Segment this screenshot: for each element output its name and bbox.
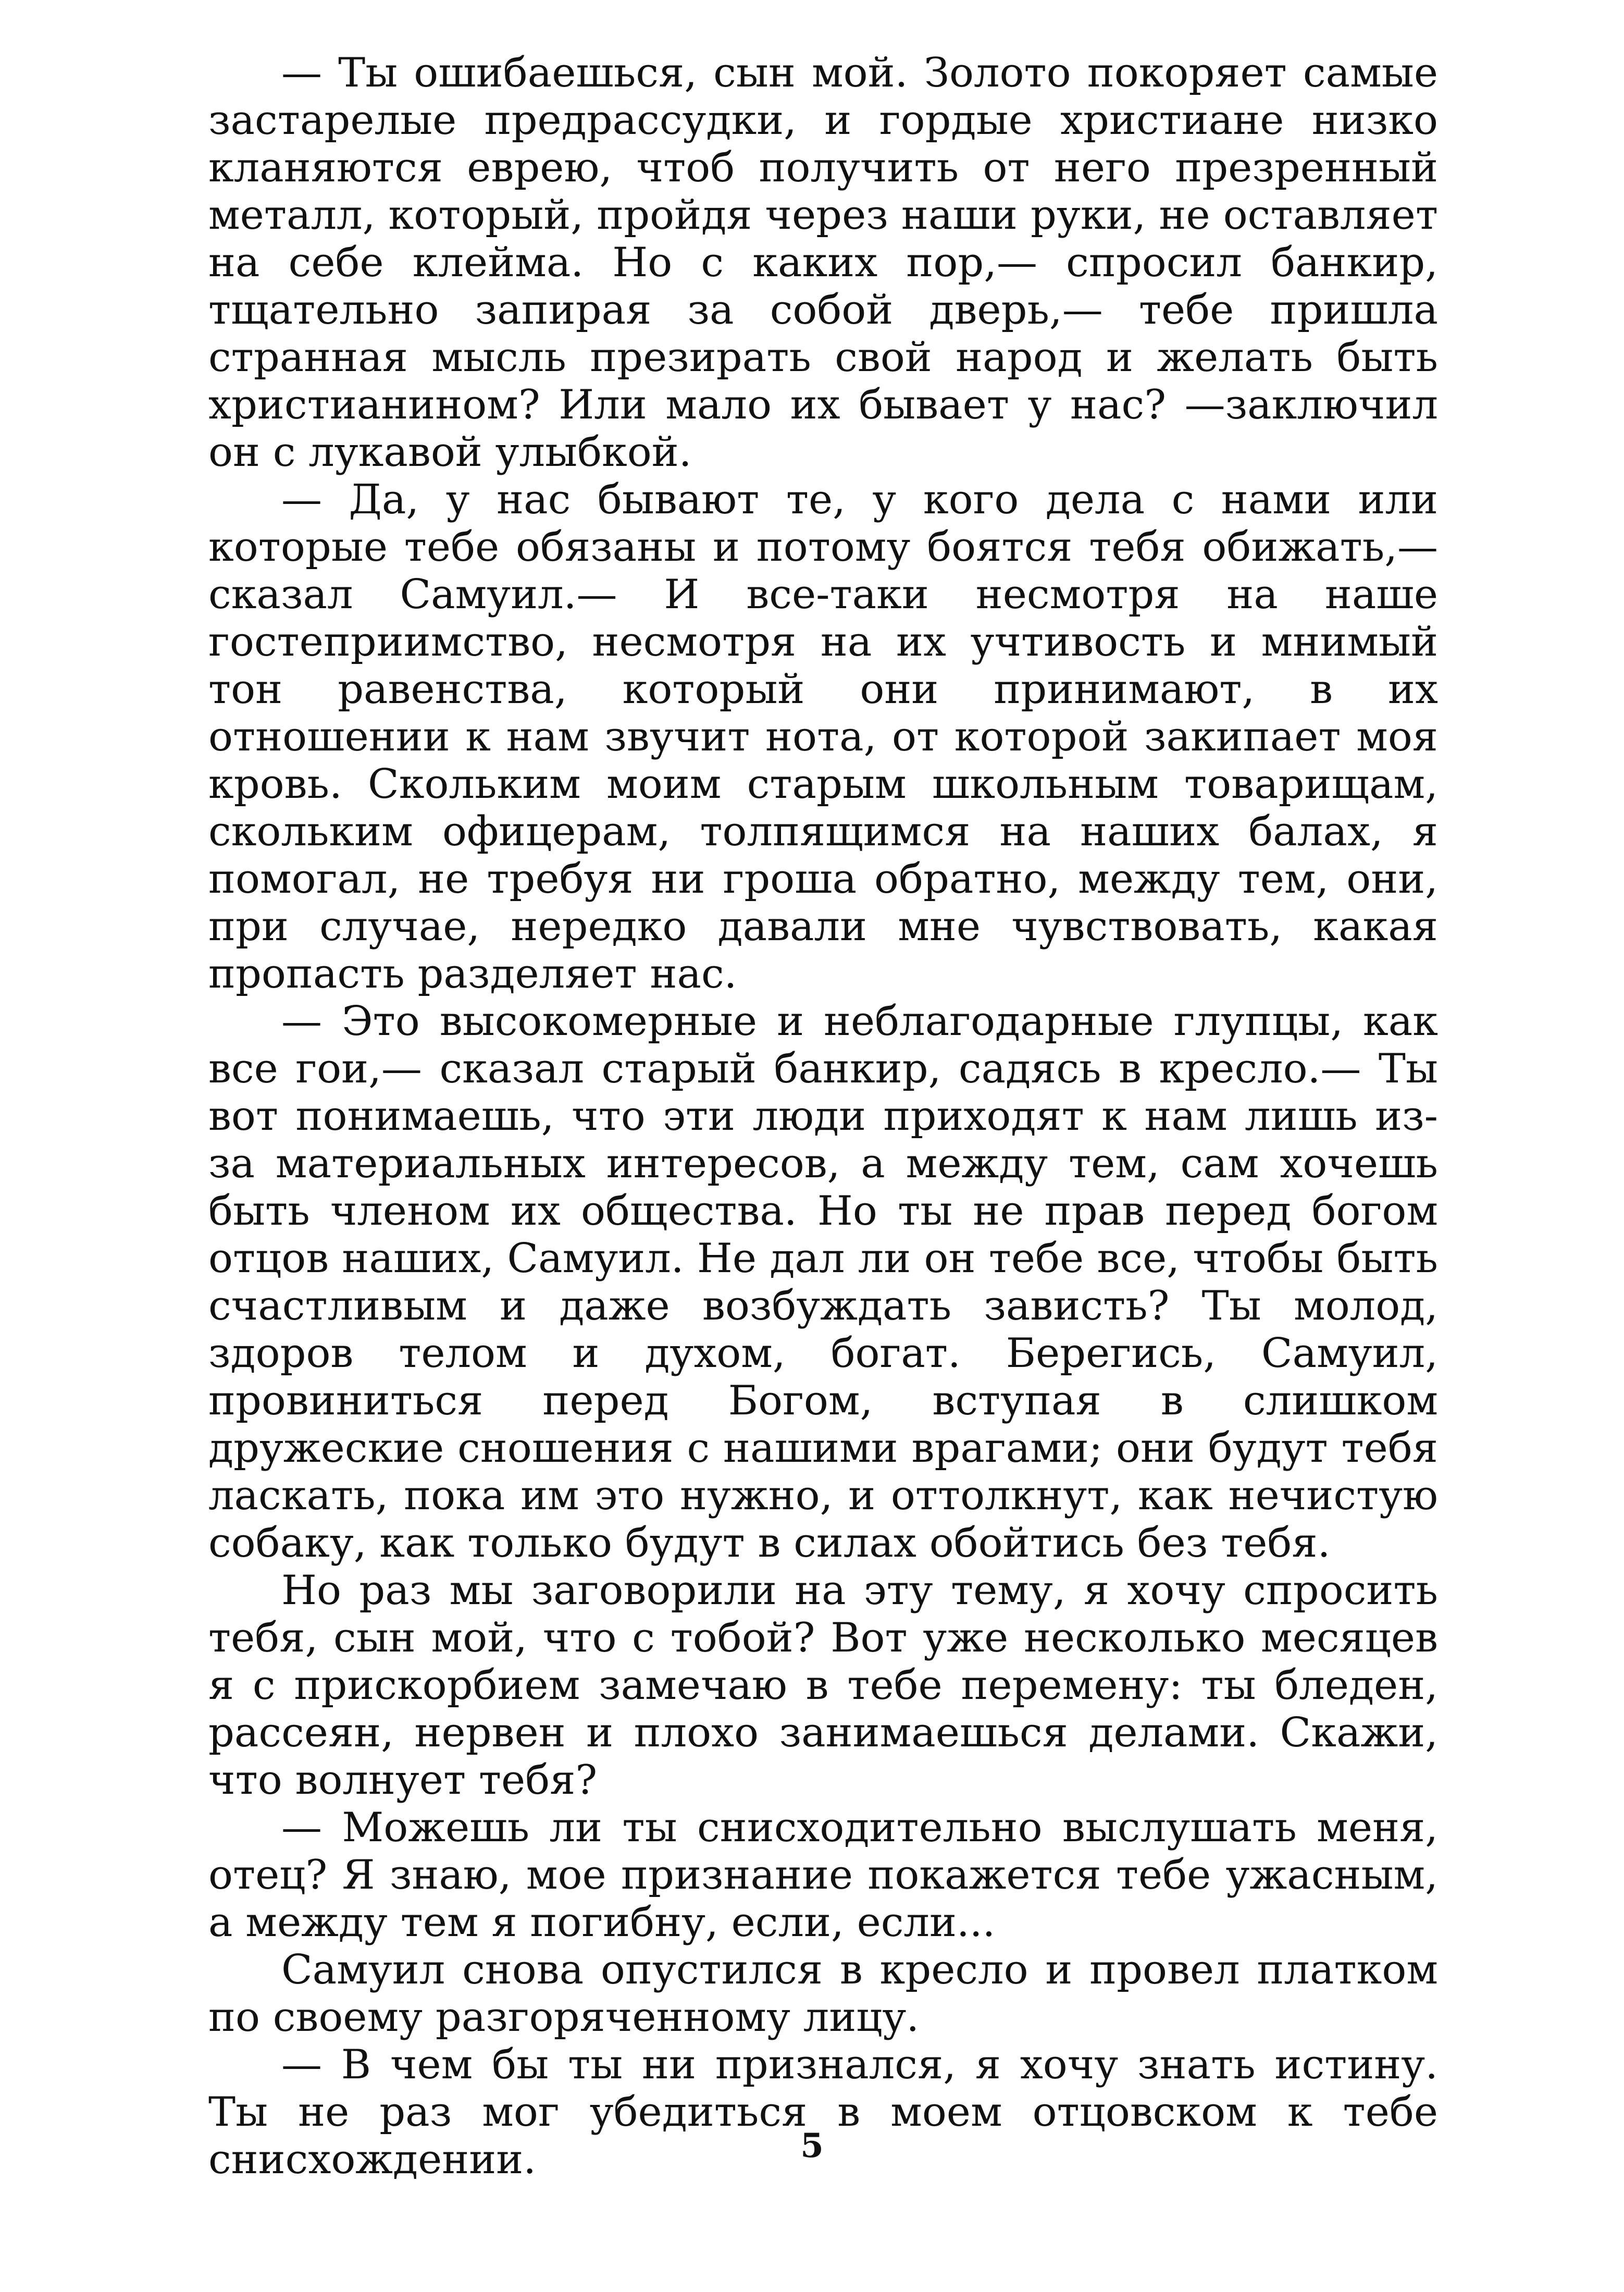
paragraph: — В чем бы ты ни признался, я хочу знать истину. Ты не раз мог убедиться в моем отцовском к тебе снисхождении. [208, 2041, 1438, 2183]
paragraph: Самуил снова опустился в кресло и провел платком по своему разгоряченному лицу. [208, 1946, 1438, 2041]
paragraph: — Да, у нас бывают те, у кого дела с нами или которые тебе обязаны и потому боятся тебя обижать,— сказал Самуил.— И все-таки несмотря на наше гостеприимство, несмотря на их учтивость и мнимый тон равенства, который они принимают, в их отношении к нам звучит нота, от которой закипает моя кровь. Скольким моим старым школьным товарищам, скольким офицерам, толпящимся на наших балах, я помогал, не требуя ни гроша обратно, между тем, они, при случае, нередко давали мне чувствовать, какая пропасть разделяет нас. [208, 476, 1438, 997]
page-text [208, 50, 1438, 2184]
paragraph: — Ты ошибаешься, сын мой. Золото покоряет самые застарелые предрассудки, и гордые христиане низко кланяются еврею, чтоб получить от него презренный металл, который, пройдя через наши руки, не оставляет на себе клейма. Но с каких пор,— спросил банкир, тщательно запирая за собой дверь,— тебе пришла странная мысль презирать свой народ и желать быть христианином? Или мало их бывает у нас? —заключил он с лукавой улыбкой. [208, 50, 1438, 476]
paragraph: — Можешь ли ты снисходительно выслушать меня, отец? Я знаю, мое признание покажется тебе ужасным, а между тем я погибну, если, если... [208, 1804, 1438, 1946]
paragraph: — Это высокомерные и неблагодарные глупцы, как все гои,— сказал старый банкир, садясь в кресло.— Ты вот понимаешь, что эти люди приходят к нам лишь из-за материальных интересов, а между тем, сам хочешь быть членом их общества. Но ты не прав перед богом отцов наших, Самуил. Не дал ли он тебе все, чтобы быть счастливым и даже возбуждать зависть? Ты молод, здоров телом и духом, богат. Берегись, Самуил, провиниться перед Богом, вступая в слишком дружеские сношения с нашими врагами; они будут тебя ласкать, пока им это нужно, и оттолкнут, как нечистую собаку, как только будут в силах обойтись без тебя. [208, 998, 1438, 1567]
page-number: 5 [800, 2126, 824, 2165]
paragraph: Но раз мы заговорили на эту тему, я хочу спросить тебя, сын мой, что с тобой? Вот уже несколько месяцев я с прискорбием замечаю в тебе перемену: ты бледен, рассеян, нервен и плохо занимаешься делами. Скажи, что волнует тебя? [208, 1567, 1438, 1804]
